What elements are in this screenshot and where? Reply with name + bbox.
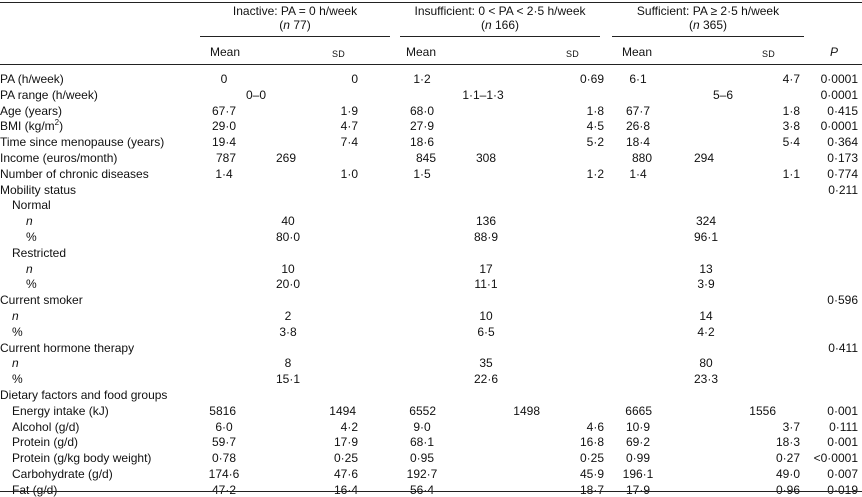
table-cell: 47·2 [211,483,237,497]
table-cell: 11·1 [474,277,498,291]
row-label: Fat (g/d) [12,483,58,497]
table-cell: 1·2 [586,167,604,181]
row-label: Number of chronic diseases [0,167,149,181]
group-n-sufficient: (n 365) [688,18,728,32]
row-label: Alcohol (g/d) [12,420,80,434]
table-cell: 0·27 [775,451,800,465]
table-cell: 324 [695,214,717,228]
table-cell: 17·9 [625,483,651,497]
table-cell: 1556 [749,404,776,418]
row-label: % [26,230,37,244]
row-label: PA range (h/week) [0,88,98,102]
group-title-inactive: Inactive: PA = 0 h/week [232,4,358,18]
table-cell: 18·4 [625,135,651,149]
row-label: Restricted [12,246,67,260]
table-cell: 4·7 [340,119,358,133]
table-cell: 26·8 [625,119,651,133]
table-cell: 22·6 [473,372,499,386]
table-cell: 35 [479,356,493,370]
table-cell: 3·9 [697,277,715,291]
row-label: % [12,325,23,339]
table-cell: 1·5 [413,167,431,181]
table-cell: 49·0 [775,467,800,481]
table-cell: 7·4 [340,135,358,149]
table-cell: 96·1 [693,230,719,244]
table-cell: 308 [475,151,496,165]
p-value-cell: 0·596 [827,293,858,307]
p-value-cell: 0·774 [827,167,858,181]
row-label: Time since menopause (years) [0,135,165,149]
p-value-cell: 0·364 [827,135,858,149]
table-cell: 68·0 [409,104,435,118]
table-cell: 80·0 [275,230,301,244]
table-cell: 1·8 [782,104,800,118]
p-value-cell: 0·001 [827,404,858,418]
p-value-cell: 0·019 [827,483,858,497]
table-cell: 0 [220,72,228,86]
table-cell: 88·9 [473,230,499,244]
table-cell: 10 [281,262,295,276]
table-cell: 787 [215,151,236,165]
row-label: PA (h/week) [0,72,64,86]
p-value-cell: 0·001 [827,435,858,449]
table-cell: 880 [631,151,652,165]
p-value-cell: 0·111 [829,420,858,434]
sd-header: SD [566,49,579,59]
table-cell: 2 [284,309,292,323]
table-cell: 5–6 [712,88,734,102]
table-cell: 294 [693,151,714,165]
table-cell: 1·1 [782,167,800,181]
table-cell: 13 [699,262,713,276]
table-cell: 845 [415,151,436,165]
table-cell: 18·7 [579,483,604,497]
row-label: BMI $(kg/m^2)$ [0,118,64,133]
table-cell: 269 [275,151,296,165]
group-title-sufficient: Sufficient: PA ≥ 2·5 h/week [636,4,780,18]
group-rule-sufficient [612,36,804,37]
table-cell: 20·0 [275,277,301,291]
table-cell: 45·9 [579,467,604,481]
table-cell: 67·7 [211,104,237,118]
table-cell: 59·7 [211,435,237,449]
p-value-cell: 0·007 [827,467,858,481]
p-value-cell: <0·0001 [813,451,858,465]
table-cell: 5·4 [782,135,800,149]
table-cell: 5·2 [586,135,604,149]
table-cell: 136 [475,214,497,228]
header-rule [0,64,862,65]
table-cell: 10 [479,309,493,323]
table-cell: 16·4 [333,483,358,497]
row-label: Current smoker [0,293,83,307]
p-value-cell: 0·0001 [820,119,858,133]
p-value-cell: 0·173 [827,151,858,165]
p-value-cell: 0·415 [827,104,858,118]
table-cell: 4·5 [586,119,604,133]
table-cell: 29·0 [211,119,237,133]
group-rule-insufficient [400,36,600,37]
table-cell: 4·7 [782,72,800,86]
table-cell: 0·69 [579,72,604,86]
sd-header: SD [332,49,345,59]
row-label: Protein (g/kg body weight) [12,451,152,465]
table-cell: 0·99 [625,451,651,465]
row-label: Carbohydrate (g/d) [12,467,113,481]
table-cell: 3·8 [782,119,800,133]
table-cell: 14 [699,309,713,323]
row-label: Dietary factors and food groups [0,388,168,402]
row-label: n [26,214,33,228]
p-value-cell: 0·211 [828,183,858,197]
table-cell: 1·1–1·3 [462,88,504,102]
table-cell: 0 [351,72,358,86]
group-n-insufficient: (n 166) [480,18,520,32]
row-label: Age (years) [0,104,63,118]
p-value-cell: 0·0001 [820,88,858,102]
table-cell: 56·4 [409,483,435,497]
table-cell: 40 [281,214,295,228]
table-cell: 9·0 [413,420,431,434]
table-cell: 0·25 [579,451,604,465]
table-cell: 1·2 [413,72,431,86]
table-cell: 192·7 [406,467,438,481]
group-title-insufficient: Insufficient: 0 < PA < 2·5 h/week [414,4,586,18]
table-cell: 4·2 [697,325,715,339]
table-cell: 1494 [329,404,356,418]
row-label: Protein (g/d) [12,435,79,449]
table-cell: 3·7 [782,420,800,434]
row-label: Income (euros/month) [0,151,118,165]
table-cell: 6·5 [477,325,495,339]
table-cell: 69·2 [625,435,651,449]
group-n-inactive: (n 77) [279,18,311,32]
table-cell: 1·0 [340,167,358,181]
p-value-cell: 0·0001 [820,72,858,86]
table-cell: 67·7 [625,104,651,118]
table-cell: 4·2 [340,420,358,434]
bottom-rule [0,491,862,492]
table-cell: 6665 [625,404,652,418]
group-rule-inactive [200,36,390,37]
row-label: n [12,309,19,323]
table-cell: 10·9 [625,420,651,434]
row-label: % [12,372,23,386]
table-cell: 15·1 [275,372,301,386]
row-label: Normal [12,198,51,212]
row-label: % [26,277,37,291]
table-cell: 1498 [513,404,540,418]
table-cell: 68·1 [409,435,435,449]
table-cell: 0–0 [245,88,267,102]
table-cell: 27·9 [409,119,435,133]
table-cell: 8 [284,356,292,370]
table-cell: 0·78 [211,451,237,465]
table-cell: 196·1 [622,467,654,481]
row-label: n [26,262,33,276]
p-value-header: P [830,45,839,59]
table-cell: 6·1 [629,72,647,86]
table-cell: 17 [479,262,493,276]
table-cell: 6·0 [215,420,233,434]
table-cell: 80 [699,356,713,370]
table-cell: 18·6 [409,135,435,149]
row-label: Mobility status [0,183,77,197]
table-cell: 1·8 [586,104,604,118]
row-label: Energy intake (kJ) [12,404,109,418]
table-cell: 16·8 [579,435,604,449]
table-cell: 0·96 [775,483,800,497]
table-cell: 18·3 [775,435,800,449]
table-cell: 0·95 [409,451,435,465]
table-cell: 1·4 [215,167,233,181]
table-cell: 4·6 [586,420,604,434]
row-label: Current hormone therapy [0,341,135,355]
row-label: n [12,356,19,370]
table-cell: 0·25 [333,451,358,465]
table-cell: 1·4 [629,167,647,181]
table-cell: 5816 [209,404,236,418]
mean-header: Mean [622,45,653,59]
table-cell: 3·8 [279,325,297,339]
mean-header: Mean [406,45,437,59]
mean-header: Mean [210,45,241,59]
table-cell: 1·9 [340,104,358,118]
table-cell: 23·3 [693,372,719,386]
table-cell: 19·4 [211,135,237,149]
table-cell: 6552 [409,404,436,418]
p-value-cell: 0·411 [828,341,858,355]
sd-header: SD [762,49,775,59]
table-cell: 17·9 [333,435,358,449]
table-cell: 174·6 [208,467,240,481]
top-rule [0,2,862,3]
table-cell: 47·6 [333,467,358,481]
